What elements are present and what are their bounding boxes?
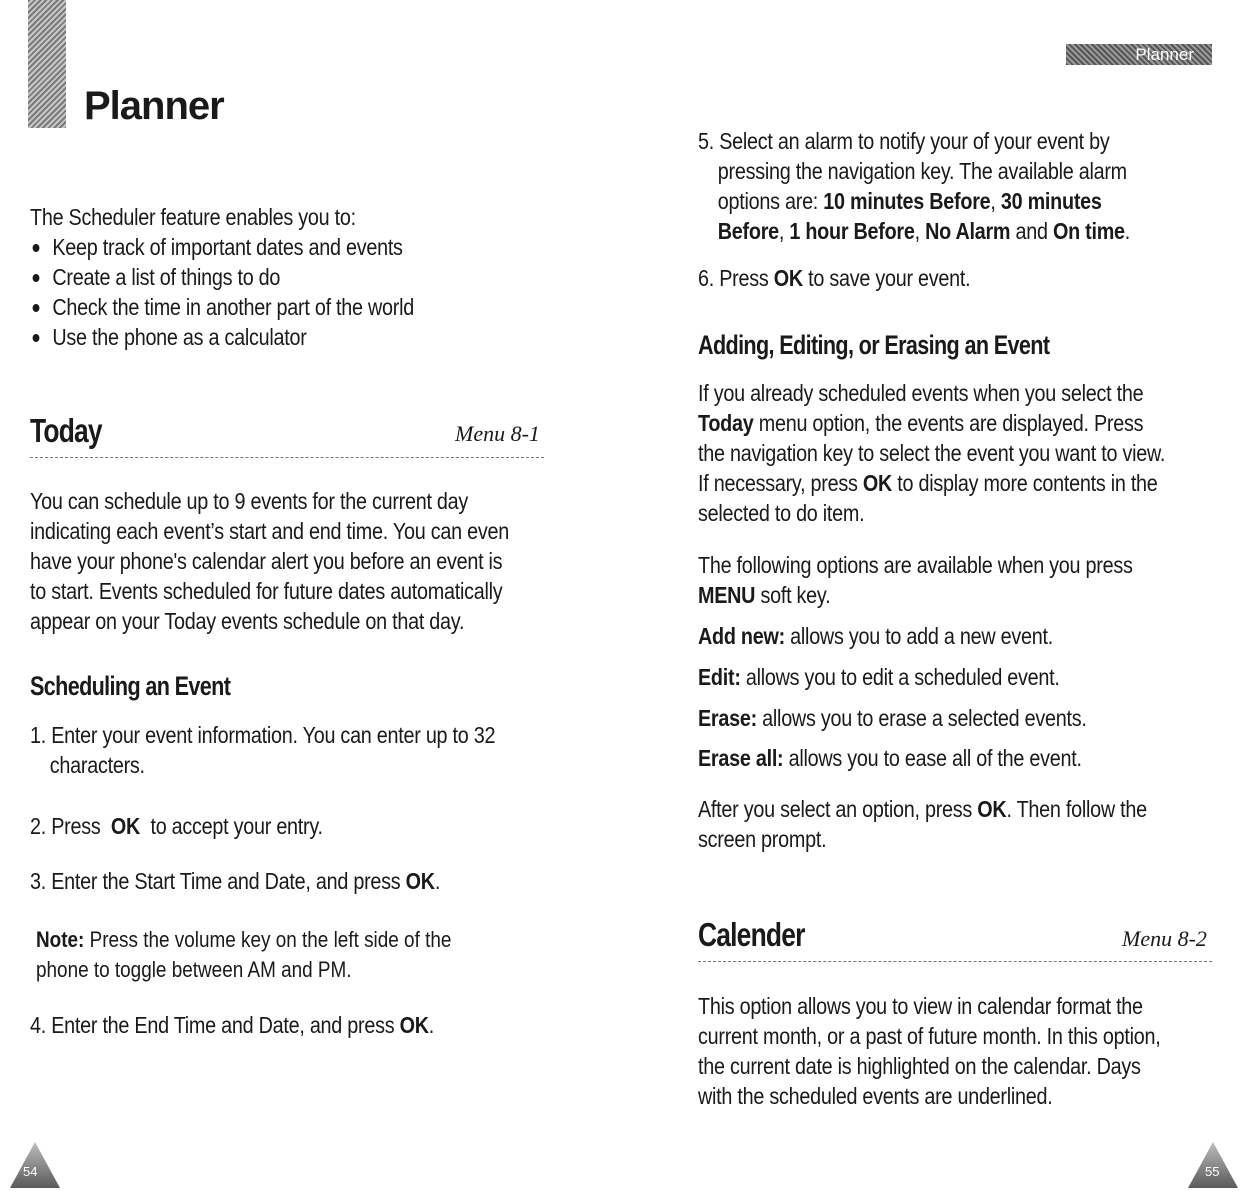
subsection-title-scheduling: Scheduling an Event [30, 671, 231, 701]
page-number-left [8, 1140, 62, 1190]
option-label: No Alarm [925, 218, 1011, 244]
menu-label: Today [698, 410, 754, 436]
text-line: the current date is highlighted on the calendar. Days [698, 1053, 1141, 1079]
list-item: Use the phone as a calculator [30, 322, 414, 352]
text-run: soft key. [755, 582, 831, 608]
text-line: This option allows you to view in calendar format the [698, 993, 1143, 1019]
option-label: Erase: [698, 705, 757, 731]
step-6 [698, 263, 970, 293]
text-line: screen prompt. [698, 826, 827, 852]
page-number-text: 55 [1205, 1164, 1220, 1179]
text-run: . [434, 868, 441, 894]
menu-reference: Menu 8-1 [455, 421, 540, 446]
text-run: 2. Press [30, 813, 106, 839]
step-3 [30, 866, 440, 896]
option-erase [698, 703, 1087, 733]
option-label: 10 minutes Before [823, 188, 991, 214]
section-divider [698, 961, 1212, 962]
text-line: selected to do item. [698, 500, 865, 526]
option-label: Before [717, 218, 779, 244]
page-title: Planner [84, 84, 224, 128]
step-2 [30, 811, 323, 841]
option-label: 30 minutes [1000, 188, 1102, 214]
text-run: After you select an option, press [698, 796, 978, 822]
adding-paragraph-3 [698, 794, 1147, 854]
text-line: with the scheduled events are underlined. [698, 1083, 1053, 1109]
section-title-calender: Calender [698, 916, 805, 953]
adding-paragraph-2 [698, 550, 1133, 610]
option-edit [698, 662, 1060, 692]
key-label: OK [862, 470, 893, 496]
step-4 [30, 1010, 434, 1040]
option-desc: allows you to add a new event. [784, 623, 1053, 649]
text-line: indicating each event’s start and end time. You can even [30, 518, 509, 544]
option-label: Erase all: [698, 745, 784, 771]
text-line: pressing the navigation key. The available alarm [717, 158, 1127, 184]
intro-lead: The Scheduler feature enables you to: [30, 204, 356, 230]
page-number-right [1186, 1140, 1240, 1190]
text-line: the navigation key to select the event you want to view. [698, 440, 1166, 466]
step-1 [30, 720, 495, 780]
subsection-title-adding: Adding, Editing, or Erasing an Event [698, 330, 1050, 360]
key-label: OK [110, 813, 141, 839]
option-label: 1 hour Before [789, 218, 915, 244]
intro-bullet-list [30, 232, 414, 352]
text-line: You can schedule up to 9 events for the current day [30, 488, 469, 514]
note-label: Note: [36, 927, 85, 952]
section-divider [30, 457, 544, 458]
text-line: current month, or a past of future month. In this option, [698, 1023, 1161, 1049]
key-label: OK [977, 796, 1007, 822]
text-run: options are: [717, 188, 824, 214]
option-desc: allows you to ease all of the event. [783, 745, 1082, 771]
note-block [36, 925, 451, 985]
list-item: Create a list of things to do [30, 262, 414, 292]
text-run: , [914, 218, 926, 244]
text-run: menu option, the events are displayed. Press [753, 410, 1144, 436]
text-run: , [990, 188, 1001, 214]
today-paragraph [30, 486, 509, 636]
text-line: 1. Enter your event information. You can enter up to 32 [30, 722, 496, 748]
text-run: 3. Enter the Start Time and Date, and press [30, 868, 406, 894]
text-run: . Then follow the [1006, 796, 1147, 822]
text-line: have your phone's calendar alert you before an event is [30, 548, 503, 574]
option-desc: allows you to erase a selected events. [756, 705, 1087, 731]
menu-reference: Menu 8-2 [1122, 926, 1207, 951]
option-label: Add new: [698, 623, 785, 649]
list-item: Keep track of important dates and events [30, 232, 414, 262]
page-number-text: 54 [23, 1164, 38, 1179]
text-line: characters. [49, 752, 145, 778]
key-label: OK [405, 868, 435, 894]
text-run: 4. Enter the End Time and Date, and press [30, 1012, 400, 1038]
text-run: If necessary, press [698, 470, 863, 496]
key-label: OK [399, 1012, 429, 1038]
text-line: 5. Select an alarm to notify your of your event by [698, 128, 1110, 154]
text-run: . [428, 1012, 435, 1038]
option-erase-all [698, 743, 1082, 773]
text-run: to save your event. [802, 265, 971, 291]
text-line: appear on your Today events schedule on that day. [30, 608, 465, 634]
text-run: and [1010, 218, 1053, 244]
text-run: Press the volume key on the left side of the [84, 927, 452, 952]
text-line: If you already scheduled events when you select the [698, 380, 1144, 406]
text-line: The following options are available when you press [698, 552, 1133, 578]
text-run: to accept your entry. [145, 813, 323, 839]
option-label: On time [1052, 218, 1125, 244]
key-label: OK [773, 265, 803, 291]
option-label: Edit: [698, 664, 741, 690]
list-item: Check the time in another part of the world [30, 292, 414, 322]
key-label: MENU [698, 582, 756, 608]
text-line: to start. Events scheduled for future dates automatically [30, 578, 503, 604]
text-run: , [778, 218, 790, 244]
text-run: . [1124, 218, 1131, 244]
step-5 [698, 126, 1130, 246]
text-line: phone to toggle between AM and PM. [36, 957, 352, 982]
calender-paragraph [698, 991, 1160, 1111]
chapter-marker-bar [28, 0, 66, 128]
option-add-new [698, 621, 1053, 651]
text-run: to display more contents in the [892, 470, 1158, 496]
text-run: 6. Press [698, 265, 774, 291]
section-title-today: Today [30, 412, 102, 449]
option-desc: allows you to edit a scheduled event. [740, 664, 1060, 690]
adding-paragraph-1 [698, 378, 1165, 528]
chapter-tab: Planner [1066, 44, 1212, 65]
